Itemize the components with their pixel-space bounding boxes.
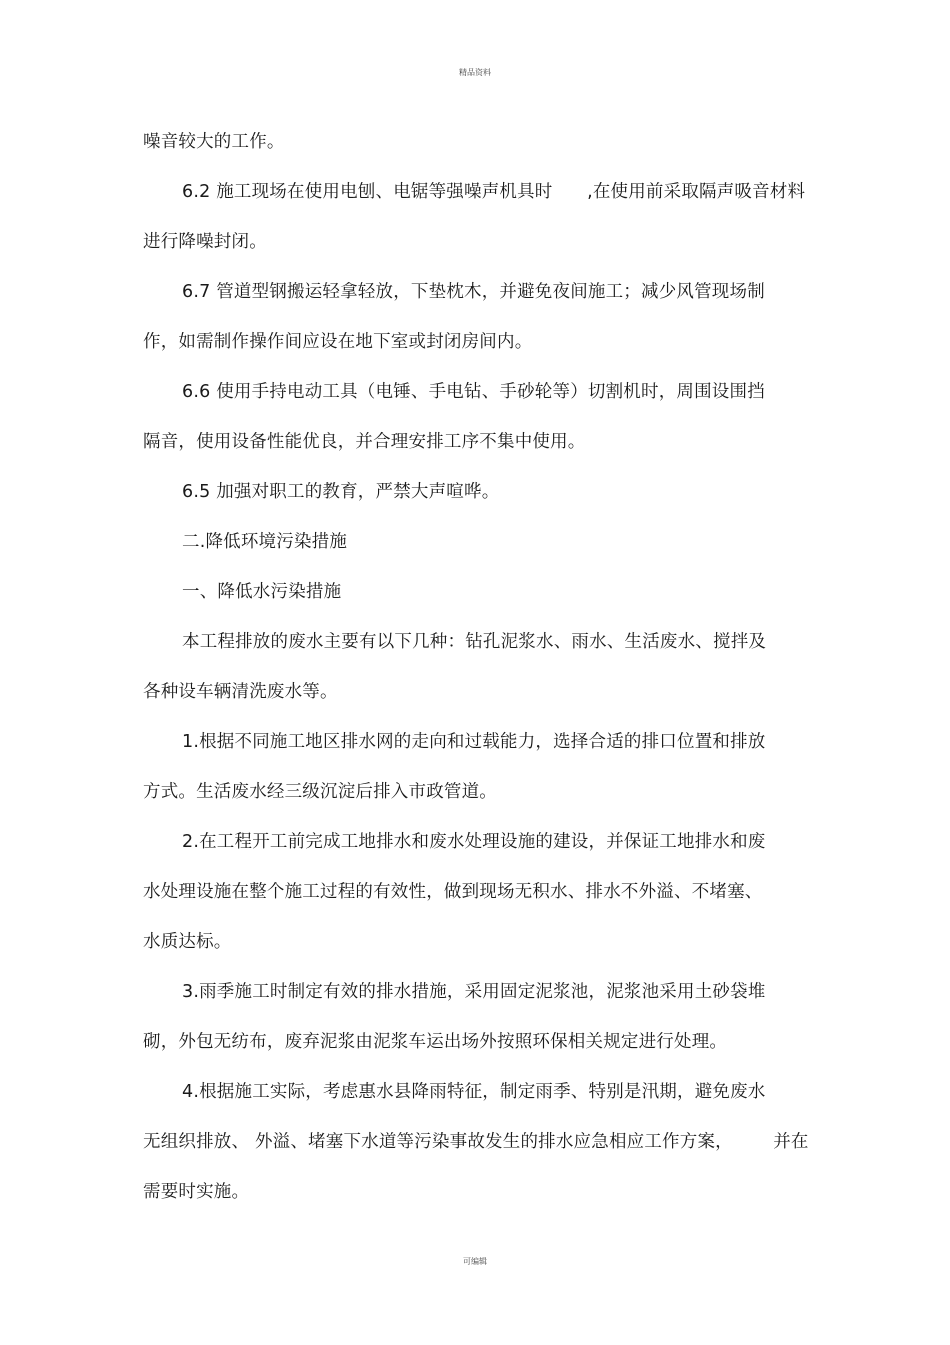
section-heading: 一、降低水污染措施 <box>182 582 342 602</box>
section-heading: 二.降低环境污染措施 <box>182 532 348 552</box>
text-line: 4.根据施工实际，考虑惠水县降雨特征，制定雨季、特别是汛期，避免废水 <box>182 1082 766 1102</box>
page-header: 精品资料 <box>459 68 491 77</box>
text-line: 方式。生活废水经三级沉淀后排入市政管道。 <box>143 782 497 802</box>
text-line: 1.根据不同施工地区排水网的走向和过载能力，选择合适的排口位置和排放 <box>182 732 766 752</box>
text-line: 水处理设施在整个施工过程的有效性，做到现场无积水、排水不外溢、不堵塞、 <box>143 882 763 902</box>
text-line: 3.雨季施工时制定有效的排水措施，采用固定泥浆池，泥浆池采用土砂袋堆 <box>182 982 766 1002</box>
text-line: 6.2 施工现场在使用电刨、电锯等强噪声机具时 ,在使用前采取隔声吸音材料 <box>182 182 806 202</box>
text-line: 本工程排放的废水主要有以下几种：钻孔泥浆水、雨水、生活废水、搅拌及 <box>182 632 767 652</box>
text-line: 进行降噪封闭。 <box>143 232 267 252</box>
text-line: 隔音，使用设备性能优良，并合理安排工序不集中使用。 <box>143 432 586 452</box>
text-line: 需要时实施。 <box>143 1182 250 1202</box>
text-line: 6.6 使用手持电动工具（电锤、手电钻、手砂轮等）切割机时，周围设围挡 <box>182 382 765 402</box>
text-line: 噪音较大的工作。 <box>143 132 285 152</box>
text-line: 各种设车辆清洗废水等。 <box>143 682 338 702</box>
text-line: 6.5 加强对职工的教育，严禁大声喧哗。 <box>182 482 500 502</box>
text-line: 作，如需制作操作间应设在地下室或封闭房间内。 <box>143 332 533 352</box>
page-footer: 可编辑 <box>463 1257 487 1266</box>
text-line: 无组织排放、 外溢、堵塞下水道等污染事故发生的排水应急相应工作方案， 并在 <box>143 1132 809 1152</box>
text-line: 砌，外包无纺布，废弃泥浆由泥浆车运出场外按照环保相关规定进行处理。 <box>143 1032 728 1052</box>
text-line: 6.7 管道型钢搬运轻拿轻放，下垫枕木，并避免夜间施工；减少风管现场制 <box>182 282 765 302</box>
text-line: 2.在工程开工前完成工地排水和废水处理设施的建设，并保证工地排水和废 <box>182 832 766 852</box>
text-line: 水质达标。 <box>143 932 232 952</box>
